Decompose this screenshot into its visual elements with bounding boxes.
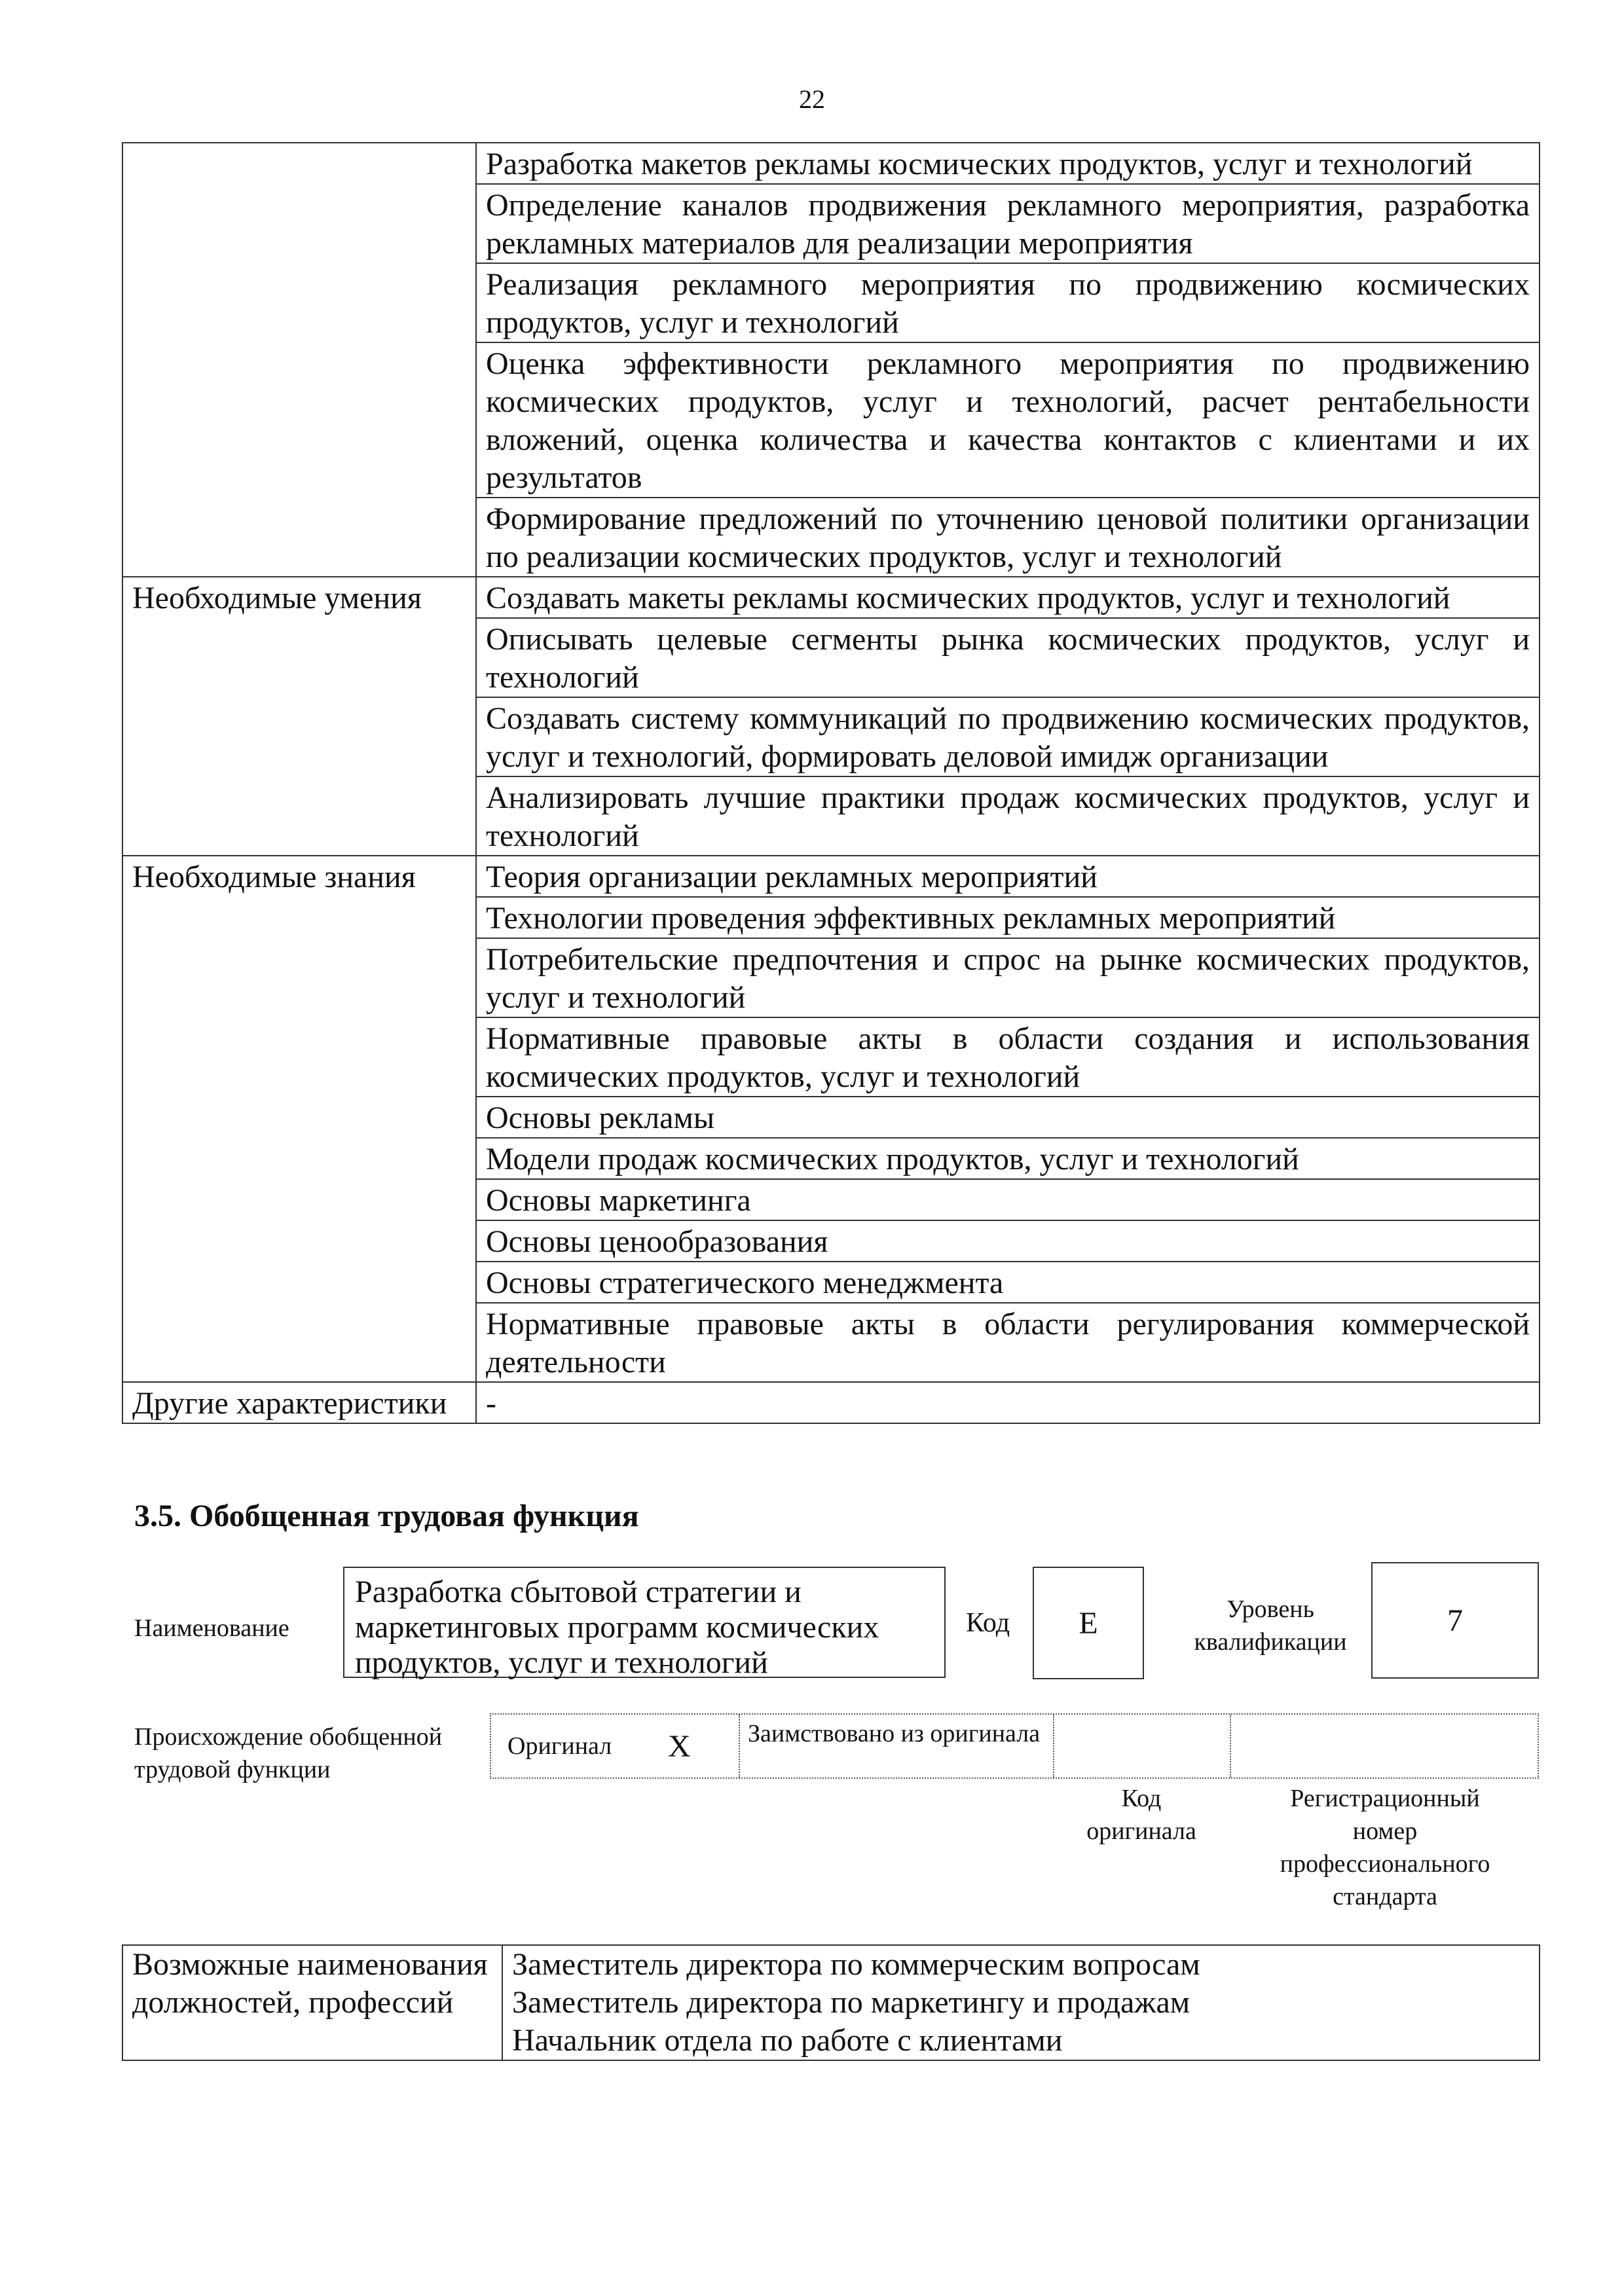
table-row: [122, 143, 1540, 184]
table-row: [122, 938, 1540, 1017]
table-cell: Технологии проведения эффективных рекламных мероприятий: [476, 897, 1540, 938]
code-label: Код: [966, 1608, 1010, 1638]
table-cell: Оценка эффективности рекламного мероприятия по продвижению космических продуктов, услуг и технологий, расчет рентабельности вложений, оценка количества и качества контактов с клиентами и их результатов: [476, 342, 1540, 498]
table-row: [122, 1382, 1540, 1423]
row-label: Другие характеристики: [122, 1382, 476, 1423]
row-label-continued: [122, 1097, 476, 1138]
table-row: [122, 1138, 1540, 1179]
row-label-continued: [122, 263, 476, 342]
table-cell: Определение каналов продвижения рекламного мероприятия, разработка рекламных материалов для реализации мероприятия: [476, 184, 1540, 263]
row-label-continued: [122, 1262, 476, 1303]
table-cell: Описывать целевые сегменты рынка космических продуктов, услуг и технологий: [476, 618, 1540, 697]
code-value: E: [1033, 1567, 1144, 1679]
table-cell: Формирование предложений по уточнению ценовой политики организации по реализации космических продуктов, услуг и технологий: [476, 498, 1540, 577]
origin-label-text: Происхождение обобщенной трудовой функции: [134, 1723, 443, 1783]
origin-label: [134, 1721, 475, 1786]
table-row: [122, 1097, 1540, 1138]
row-label-continued: [122, 1017, 476, 1097]
level-value: 7: [1371, 1562, 1539, 1679]
positions-label: Возможные наименования должностей, профессий: [122, 1945, 502, 2060]
row-label-continued: [122, 342, 476, 498]
row-label-continued: [122, 1179, 476, 1220]
page-number: 22: [799, 84, 825, 114]
table-row: [122, 1017, 1540, 1097]
table-cell: Реализация рекламного мероприятия по продвижению космических продуктов, услуг и технологий: [476, 263, 1540, 342]
table-cell: Создавать макеты рекламы космических продуктов, услуг и технологий: [476, 577, 1540, 618]
row-label-continued: [122, 618, 476, 697]
registration-number-cell: [1230, 1715, 1538, 1777]
row-label-continued: [122, 697, 476, 776]
row-label-continued: [122, 143, 476, 184]
table-row: [122, 342, 1540, 498]
table-cell: Разработка макетов рекламы космических продуктов, услуг и технологий: [476, 143, 1540, 184]
table-cell: Нормативные правовые акты в области создания и использования космических продуктов, услуг и технологий: [476, 1017, 1540, 1097]
table-cell: Основы стратегического менеджмента: [476, 1262, 1540, 1303]
row-label-continued: [122, 897, 476, 938]
table-row: [122, 1303, 1540, 1382]
borrowed-label: Заимствовано из оригинала: [739, 1715, 1053, 1777]
list-item: Начальник отдела по работе с клиентами: [512, 2023, 1063, 2058]
table-row: [122, 498, 1540, 577]
table-cell: Теория организации рекламных мероприятий: [476, 856, 1540, 897]
original-code-cell: [1053, 1715, 1230, 1777]
row-label-continued: [122, 1220, 476, 1262]
list-item: Заместитель директора по коммерческим вопросам: [512, 1947, 1200, 1982]
table-row: [122, 263, 1540, 342]
row-label-continued: [122, 938, 476, 1017]
section-title: 3.5. Обобщенная трудовая функция: [134, 1499, 639, 1533]
caption-registration-number: [1231, 1782, 1539, 1913]
row-label-continued: [122, 498, 476, 577]
positions-list: [502, 1945, 1540, 2060]
original-mark: X: [668, 1728, 691, 1764]
table-cell: Основы рекламы: [476, 1097, 1540, 1138]
positions-table: [122, 1944, 1540, 2061]
original-label: Оригинал: [507, 1732, 612, 1760]
table-row: [122, 1262, 1540, 1303]
table-row: [122, 1179, 1540, 1220]
table-row: [122, 776, 1540, 856]
table-cell: Основы ценообразования: [476, 1220, 1540, 1262]
table-cell: Модели продаж космических продуктов, услуг и технологий: [476, 1138, 1540, 1179]
origin-box: [490, 1713, 1539, 1779]
level-label: Уровень квалификации: [1194, 1595, 1347, 1656]
caption-original-code: [1053, 1782, 1230, 1848]
table-row: [122, 897, 1540, 938]
table-row: [122, 184, 1540, 263]
table-cell: Создавать систему коммуникаций по продвижению космических продуктов, услуг и технологий, формировать деловой имидж организации: [476, 697, 1540, 776]
name-label: Наименование: [134, 1614, 289, 1642]
table-row: [122, 1220, 1540, 1262]
caption-original-code-text: Код оригинала: [1086, 1785, 1196, 1845]
table-row: [122, 856, 1540, 897]
positions-row: [122, 1945, 1540, 2060]
table-cell: Нормативные правовые акты в области регулирования коммерческой деятельности: [476, 1303, 1540, 1382]
name-value: Разработка сбытовой стратегии и маркетинговых программ космических продуктов, услуг и технологий: [343, 1567, 946, 1678]
row-label-continued: [122, 776, 476, 856]
row-label-continued: [122, 184, 476, 263]
row-label-continued: [122, 1303, 476, 1382]
caption-registration-number-text: Регистрационный номер профессионального стандарта: [1280, 1785, 1490, 1910]
row-label: Необходимые знания: [122, 856, 476, 897]
table-row: [122, 697, 1540, 776]
table-cell: Основы маркетинга: [476, 1179, 1540, 1220]
labor-function-table: [122, 142, 1540, 1424]
table-cell: Потребительские предпочтения и спрос на рынке космических продуктов, услуг и технологий: [476, 938, 1540, 1017]
table-row: [122, 618, 1540, 697]
row-label: Необходимые умения: [122, 577, 476, 618]
table-cell: Анализировать лучшие практики продаж космических продуктов, услуг и технологий: [476, 776, 1540, 856]
list-item: Заместитель директора по маркетингу и продажам: [512, 1985, 1190, 2020]
table-row: [122, 577, 1540, 618]
table-cell: -: [476, 1382, 1540, 1423]
row-label-continued: [122, 1138, 476, 1179]
